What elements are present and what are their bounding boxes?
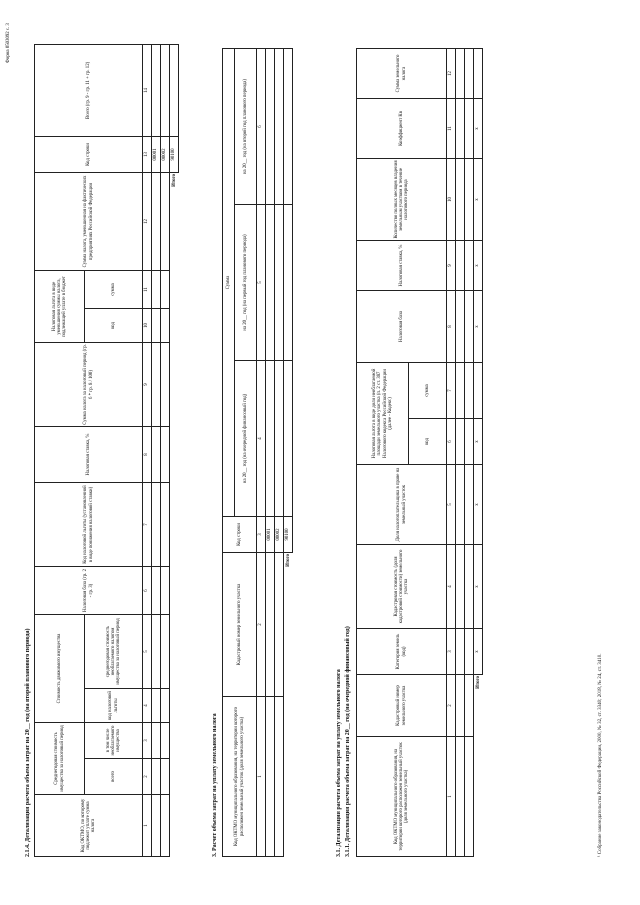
table-row [161,44,170,856]
header-cadastral: Кадастровый номер земельного участка [357,675,447,737]
row-code: 00002 [275,517,284,553]
col-number: 2 [143,759,152,795]
total-label: Итого [475,676,481,689]
header-cadastral-cost: Кадастровая стоимость (доля кадастровой стоимости) земельного участка [357,545,447,629]
col-number: 10 [143,309,152,343]
section-heading-214: 2.1.4. Детализация расчета объема затрат на 20__ год (на второй планового периода) [25,628,31,857]
header-movable-cost: Стоимость движимого имущества [35,615,85,723]
section-heading-3: 3. Расчет объема затрат на уплату земельного налога [212,713,218,857]
header-total: Всего (гр. 9 - гр. 11 + гр. 12) [35,44,143,136]
table-row [275,49,284,857]
header-oktmo: Код ОКТМО муниципального образования, на территории которого расположен земельный участок (доля земельного участка) [223,697,257,857]
table-row [465,49,474,857]
col-number: 5 [143,615,152,689]
col-number: 3 [143,723,152,759]
col-number: 14 [143,44,152,136]
row-code: 00001 [152,136,161,172]
x-mark: x [474,465,483,545]
header-sum: Сумма [223,49,235,517]
x-mark: x [474,419,483,465]
x-mark: x [474,159,483,241]
header-land-tax: Сумма земельного налога [357,49,447,99]
header-code: код [85,309,143,343]
section-heading-31: 3.1. Детализация расчета объема затрат на уплату земельного налога [336,669,342,857]
total-label: Итого [285,554,291,567]
total-code: 90100 [284,517,293,553]
header-category: Категория земель (код) [357,629,447,675]
header-oktmo: Код ОКТМО, по которому подлежит уплате сумма налога [35,795,143,857]
header-months: Количество полных месяцев владения земельным участком в течение налогового периода [357,159,447,241]
header-avg-non-taxable: среднегодовая стоимость необлагаемого налогом имущества за налоговый период [85,615,143,689]
col-number: 5 [447,465,456,545]
table-row [266,49,275,857]
col-number: 7 [447,363,456,419]
col-number: 12 [143,172,152,270]
x-mark: x [474,291,483,363]
col-number: 12 [447,49,456,99]
header-avg-cost: Среднегодовая стоимость имущества за налоговый период [35,723,85,795]
header-year-3: на 20__ год (на второй год планового периода) [235,49,257,205]
col-number: 6 [143,567,152,615]
header-benefit-code-rate: Код налоговой льготы (установленной в виде понижения налоговой ставки) [35,483,143,567]
x-mark: x [474,241,483,291]
total-label: Итого [171,173,177,187]
row-code: 00002 [161,136,170,172]
col-number: 4 [447,545,456,629]
header-sum: сумма [85,270,143,308]
col-number: 13 [143,136,152,172]
col-number: 1 [447,737,456,857]
col-number: 8 [143,427,152,483]
col-number: 11 [143,270,152,308]
header-row-code: Код строки [223,517,257,553]
section-heading-311: 3.1.1. Детализация расчета объема затрат на 20__ год (на очередной финансовый год) [345,626,351,857]
col-number: 6 [447,419,456,465]
col-number: 8 [447,291,456,363]
col-number: 3 [257,517,266,553]
table-row [152,44,161,856]
table-311 [356,48,483,857]
header-share: Доля налогоплательщика в праве на земельный участок [357,465,447,545]
col-number: 4 [143,689,152,723]
total-row [474,49,483,857]
form-label: Форма 0503092 с. 3 [6,23,11,63]
header-tax-rate: Налоговая ставка, % [357,241,447,291]
col-number: 10 [447,159,456,241]
col-number: 3 [447,629,456,675]
col-number: 1 [143,795,152,857]
header-tax-amount: Сумма налога за налоговый период (гр. 6 * гр. 8 / 100) [35,343,143,427]
table-214 [34,44,179,857]
header-total-sub: всего [85,759,143,795]
header-year-1: на 20__ год (на очередной финансовый год) [235,361,257,517]
total-row [170,44,179,856]
header-row-code: Код строки [35,136,143,172]
footnote: ¹ Собрание законодательства Российской Федерации, 2000, № 32, ст. 3340; 2018, № 24, ст. 3410. [598,653,603,857]
header-tax-base: Налоговая база (гр. 2 - гр. 3) [35,567,143,615]
col-number: 6 [257,49,266,205]
col-number: 4 [257,361,266,517]
col-number: 11 [447,99,456,159]
header-benefit: Налоговая льгота в виде доли необлагаемой площади земельного участка (п. 2 ст. 387 Налогового кодекса Российской Федерации (далее - Кодекс) [357,363,409,465]
header-decrease: Сумма налога, уменьшенная на фактических предприятиях Российской Федерации [35,172,143,270]
total-code: 90100 [170,136,179,172]
table-3 [222,48,293,857]
header-incl-exempt: в том числе необлагаемого имущества [85,723,143,759]
header-tax-benefit: Налоговая льгота в виде уменьшения суммы налога, подлежащей уплате в бюджет [35,270,85,342]
col-number: 5 [257,205,266,361]
header-sum: сумма [409,363,447,419]
col-number: 7 [143,483,152,567]
col-number: 2 [257,553,266,697]
header-tax-rate: Налоговая ставка, % [35,427,143,483]
table-row [456,49,465,857]
header-tax-base: Налоговая база [357,291,447,363]
total-row [284,49,293,857]
x-mark: x [474,99,483,159]
col-number: 2 [447,675,456,737]
col-number: 9 [143,343,152,427]
col-number: 1 [257,697,266,857]
header-year-2: на 20__ год (на первый год планового периода) [235,205,257,361]
col-number: 9 [447,241,456,291]
header-cadastral: Кадастровый номер земельного участка [223,553,257,697]
x-mark: x [474,545,483,629]
header-coef: Коэффициент Кв [357,99,447,159]
header-code: код [409,419,447,465]
header-benefit-code: код налоговой льготы [85,689,143,723]
x-mark: x [474,629,483,675]
header-oktmo: Код ОКТМО муниципального образования, на территории которого расположен земельный участок (доля земельного участка) [357,737,447,857]
row-code: 00001 [266,517,275,553]
